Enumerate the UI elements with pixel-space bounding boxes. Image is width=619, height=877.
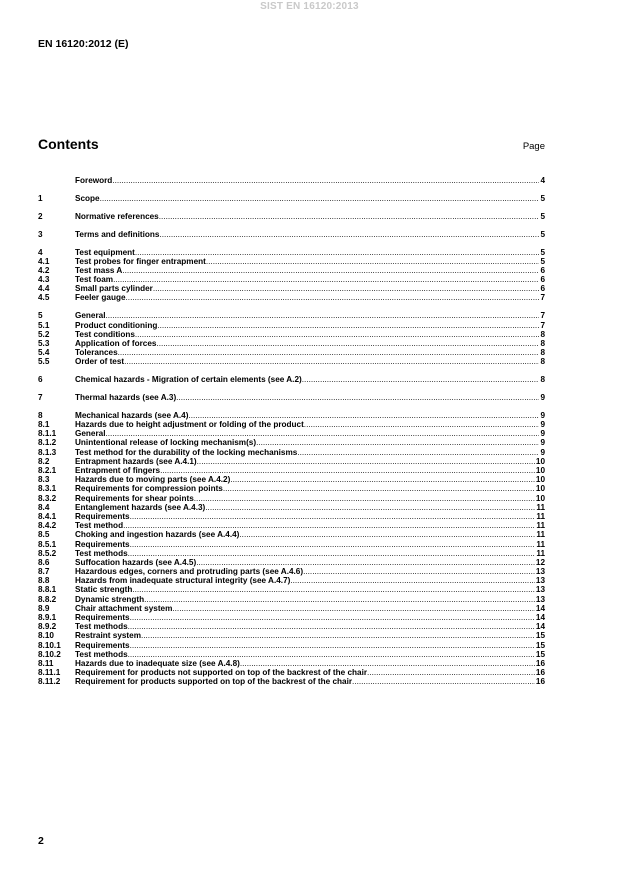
dot-leader [128,650,535,659]
toc-entry-title: Test method for the durability of the locking mechanisms [75,447,298,457]
dot-leader [256,438,539,447]
toc-entry[interactable] [38,284,545,293]
toc-entry-page: 4 [540,176,545,185]
toc-entry[interactable] [38,293,545,302]
dot-leader [130,540,536,549]
toc-entry-number: 5.2 [38,329,50,339]
toc-entry-title: Test methods [75,622,128,632]
dot-leader [159,212,540,221]
toc-entry-title: Feeler gauge [75,293,126,303]
page-column-label: Page [522,141,545,152]
toc-entry-number: 8.3.2 [38,493,57,503]
toc-entry-title: Mechanical hazards (see A.4) [75,410,189,420]
toc-entry-title: Test conditions [75,329,135,339]
toc-entry-page: 10 [535,456,545,466]
dot-leader [176,393,539,402]
toc-entry-page: 10 [535,493,545,503]
toc-entry-title: Requirement for products supported on top of the backrest of the chair [75,677,353,687]
toc-entry-number: 4.4 [38,284,50,294]
toc-entry-title: Hazards from inadequate structural integrity (see A.4.7) [75,576,291,586]
toc-entry[interactable] [38,668,545,677]
dot-leader [172,604,535,613]
toc-entry-number: 4.5 [38,293,50,303]
document-id: EN 16120:2012 (E) [38,38,129,50]
toc-entry-page: 5 [540,229,545,239]
toc-entry-number: 8.6 [38,557,50,567]
toc-entry-title: General [75,429,106,439]
toc-entry-number: 5 [38,311,43,321]
dot-leader [130,512,536,521]
toc-entry-number: 8.1.1 [38,429,57,439]
toc-entry[interactable] [38,339,545,348]
toc-entry-title: Scope [75,193,100,203]
toc-entry[interactable] [38,613,545,622]
toc-entry-title: Test method [75,521,124,531]
dot-leader [106,311,540,320]
toc-entry-number: 8.2 [38,456,50,466]
dot-leader [352,677,535,686]
toc-entry-page: 9 [540,438,545,448]
toc-entry-number: 8.1 [38,420,50,430]
toc-entry-page: 14 [535,613,545,622]
toc-entry[interactable] [38,650,545,659]
toc-entry-number: 6 [38,375,43,385]
toc-entry[interactable] [38,357,545,366]
toc-entry-number: 8.4.1 [38,511,57,521]
toc-entry-number: 8.3.1 [38,484,57,494]
dot-leader [130,641,535,650]
toc-entry[interactable] [38,411,545,420]
toc-entry-page: 8 [540,348,545,358]
toc-entry-title: Requirements for compression points [75,484,223,494]
toc-entry-number: 8.4 [38,502,50,512]
toc-entry-title: Suffocation hazards (see A.4.5) [75,557,197,567]
toc-entry-number: 8 [38,410,43,420]
toc-entry[interactable] [38,466,545,475]
toc-entry-number: 8.3 [38,475,50,485]
toc-entry-number: 5.4 [38,348,50,358]
toc-entry[interactable] [38,631,545,640]
toc-entry[interactable] [38,659,545,668]
toc-entry-title: General [75,311,106,321]
dot-leader [304,420,540,429]
dot-leader [230,475,535,484]
toc-entry-title: Entanglement hazards (see A.4.3) [75,502,206,512]
toc-entry-title: Restraint system [75,631,141,641]
toc-entry-title: Test mass A [75,265,123,275]
toc-entry-page: 16 [535,677,545,687]
toc-entry-page: 13 [535,567,545,577]
dot-leader [124,357,539,366]
toc-entry-page: 14 [535,622,545,632]
toc-entry-page: 5 [540,193,545,203]
toc-entry[interactable] [38,484,545,493]
toc-entry-number: 8.9 [38,603,50,613]
toc-entry-number: 8.5 [38,530,50,540]
toc-entry-number: 8.8 [38,576,50,586]
toc-entry-title: Tolerances [75,348,118,358]
toc-entry-page: 9 [540,447,545,457]
toc-entry-page: 15 [535,640,545,650]
dot-leader [188,411,539,420]
dot-leader [240,659,535,668]
toc-entry-number: 5.1 [38,320,50,330]
toc-entry-title: Static strength [75,585,133,595]
toc-entry-number: 8.1.2 [38,438,57,448]
toc-entry[interactable] [38,311,545,320]
toc-entry-number: 5.3 [38,338,50,348]
toc-entry-number: 8.2.1 [38,466,57,475]
watermark: SIST EN 16120:2013 [260,1,359,12]
toc-entry-number: 2 [38,211,43,221]
toc-entry[interactable] [38,275,545,284]
toc-entry[interactable] [38,448,545,457]
toc-entry[interactable] [38,567,545,576]
toc-entry-page: 11 [536,521,545,531]
toc-entry-title: Requirements [75,640,130,650]
toc-entry-title: Test methods [75,548,128,558]
dot-leader [156,339,539,348]
toc-entry[interactable] [38,212,545,221]
toc-entry-title: Test foam [75,275,114,285]
toc-entry-number: 3 [38,229,43,239]
toc-entry-number: 8.7 [38,567,50,577]
toc-entry-title: Unintentional release of locking mechanism(s) [75,438,257,448]
toc-entry-page: 7 [540,320,545,330]
toc-entry-page: 14 [535,603,545,613]
toc-entry-number: 4.1 [38,256,50,266]
toc-entry[interactable] [38,576,545,585]
toc-entry[interactable] [38,549,545,558]
toc-entry-page: 11 [536,502,545,512]
toc-entry-number: 1 [38,193,43,203]
dot-leader [122,266,539,275]
toc-entry-page: 16 [535,658,545,668]
toc-entry[interactable] [38,641,545,650]
toc-entry[interactable] [38,420,545,429]
toc-entry-page: 15 [535,631,545,641]
toc-entry[interactable] [38,558,545,567]
page-number: 2 [38,835,44,847]
toc-entry-page: 9 [540,410,545,420]
toc-entry-page: 11 [536,548,545,558]
toc-entry-page: 10 [535,466,545,475]
toc-entry-number: 8.11.1 [38,668,61,678]
toc-entry-title: Hazards due to moving parts (see A.4.2) [75,475,231,485]
toc-entry-title: Hazards due to inadequate size (see A.4.8) [75,658,240,668]
toc-entry[interactable] [38,248,545,257]
toc-entry-page: 10 [535,484,545,494]
toc-entry-title: Normative references [75,211,159,221]
toc-entry[interactable] [38,375,545,384]
dot-leader [128,622,535,631]
dot-leader [196,558,535,567]
dot-leader [157,321,539,330]
toc-entry-title: Requirements [75,511,130,521]
toc-entry-number: 8.5.1 [38,539,57,549]
toc-entry[interactable] [38,330,545,339]
toc-entry[interactable] [38,503,545,512]
dot-leader [159,230,539,239]
dot-leader [223,484,535,493]
toc-entry-title: Requirements [75,613,130,622]
dot-leader [206,257,540,266]
toc-entry-number: 8.9.2 [38,622,57,632]
dot-leader [130,613,535,622]
toc-entry-number: 8.11.2 [38,677,61,687]
toc-entry-page: 5 [540,211,545,221]
toc-entry-number: 8.8.2 [38,594,57,604]
toc-entry-page: 5 [540,247,545,257]
toc-entry-title: Test equipment [75,247,135,257]
toc-entry[interactable] [38,321,545,330]
dot-leader [123,521,535,530]
toc-entry-number: 8.11 [38,658,54,668]
toc-entry-number: 4 [38,247,43,257]
toc-entry-title: Terms and definitions [75,229,160,239]
toc-entry-number: 8.4.2 [38,521,57,531]
toc-entry[interactable] [38,585,545,594]
toc-entry[interactable] [38,257,545,266]
toc-entry-title: Dynamic strength [75,594,145,604]
toc-entry-number: 8.1.3 [38,447,57,457]
dot-leader [100,194,540,203]
toc-entry-page: 15 [535,649,545,659]
table-of-contents [38,176,545,687]
toc-entry-number: 8.10.2 [38,649,61,659]
toc-entry[interactable] [38,540,545,549]
toc-entry-page: 8 [540,329,545,339]
toc-entry[interactable] [38,595,545,604]
toc-entry-title: Chemical hazards - Migration of certain elements (see A.2) [75,375,302,385]
toc-entry-title: Foreword [75,176,113,185]
dot-leader [194,494,535,503]
toc-entry-number: 7 [38,393,43,402]
toc-entry-title: Thermal hazards (see A.3) [75,393,177,402]
toc-entry-title: Test probes for finger entrapment [75,256,206,266]
toc-entry-number: 5.5 [38,357,50,367]
toc-entry-title: Chair attachment system [75,603,173,613]
toc-entry-page: 13 [535,576,545,586]
toc-entry-title: Product conditioning [75,320,158,330]
contents-heading: Contents [38,136,99,152]
toc-entry-title: Test methods [75,649,128,659]
toc-entry-page: 11 [536,530,545,540]
dot-leader [367,668,535,677]
toc-entry-number: 4.3 [38,275,50,285]
dot-leader [160,466,535,475]
dot-leader [126,293,540,302]
toc-entry-page: 12 [535,557,545,567]
dot-leader [132,585,535,594]
toc-entry[interactable] [38,194,545,203]
dot-leader [290,576,535,585]
toc-entry-number: 8.9.1 [38,613,57,622]
toc-entry[interactable] [38,622,545,631]
toc-entry[interactable] [38,530,545,539]
dot-leader [205,503,535,512]
toc-entry-title: Order of test [75,357,125,367]
dot-leader [144,595,535,604]
toc-entry-title: Requirement for products not supported on top of the backrest of the chair [75,668,368,678]
toc-entry[interactable] [38,494,545,503]
toc-entry-title: Application of forces [75,338,157,348]
dot-leader [297,448,539,457]
toc-entry-page: 8 [540,338,545,348]
toc-entry[interactable] [38,457,545,466]
toc-entry[interactable] [38,512,545,521]
toc-entry[interactable] [38,677,545,686]
toc-entry-title: Small parts cylinder [75,284,153,294]
toc-entry-title: Entrapment hazards (see A.4.1) [75,456,197,466]
toc-entry[interactable] [38,521,545,530]
toc-entry[interactable] [38,348,545,357]
dot-leader [302,375,540,384]
toc-entry[interactable] [38,429,545,438]
toc-entry[interactable] [38,438,545,447]
toc-entry-page: 11 [536,511,545,521]
toc-entry-page: 9 [540,429,545,439]
dot-leader [153,284,540,293]
toc-entry-page: 13 [535,594,545,604]
dot-leader [113,275,539,284]
toc-entry-page: 9 [540,420,545,430]
toc-entry-title: Choking and ingestion hazards (see A.4.4) [75,530,240,540]
toc-entry[interactable] [38,230,545,239]
dot-leader [239,530,535,539]
toc-entry-title: Requirements for shear points [75,493,194,503]
toc-entry[interactable] [38,393,545,402]
toc-entry-page: 7 [540,311,545,321]
toc-entry[interactable] [38,176,545,185]
dot-leader [106,429,540,438]
toc-entry[interactable] [38,475,545,484]
toc-entry-page: 10 [535,475,545,485]
toc-entry-number: 4.2 [38,265,50,275]
toc-entry-number: 8.10.1 [38,640,61,650]
toc-entry-page: 16 [535,668,545,678]
dot-leader [303,567,535,576]
toc-entry-page: 6 [540,275,545,285]
dot-leader [118,348,540,357]
toc-entry-page: 13 [535,585,545,595]
toc-entry-page: 7 [540,293,545,303]
toc-entry-page: 11 [536,539,545,549]
toc-entry-page: 6 [540,265,545,275]
dot-leader [135,330,540,339]
toc-entry-number: 8.5.2 [38,548,57,558]
toc-entry[interactable] [38,266,545,275]
toc-entry-number: 8.10 [38,631,54,641]
toc-entry-title: Hazardous edges, corners and protruding parts (see A.4.6) [75,567,304,577]
dot-leader [141,631,535,640]
dot-leader [197,457,535,466]
dot-leader [135,248,540,257]
dot-leader [128,549,536,558]
toc-entry-title: Hazards due to height adjustment or folding of the product [75,420,304,430]
toc-entry-page: 5 [540,256,545,266]
toc-entry-page: 8 [540,357,545,367]
toc-entry-number: 8.8.1 [38,585,57,595]
toc-entry-page: 6 [540,284,545,294]
dot-leader [112,176,539,185]
toc-entry-page: 9 [540,393,545,402]
toc-entry-title: Requirements [75,539,130,549]
toc-entry-title: Entrapment of fingers [75,466,161,475]
toc-entry-page: 8 [540,375,545,385]
toc-entry[interactable] [38,604,545,613]
